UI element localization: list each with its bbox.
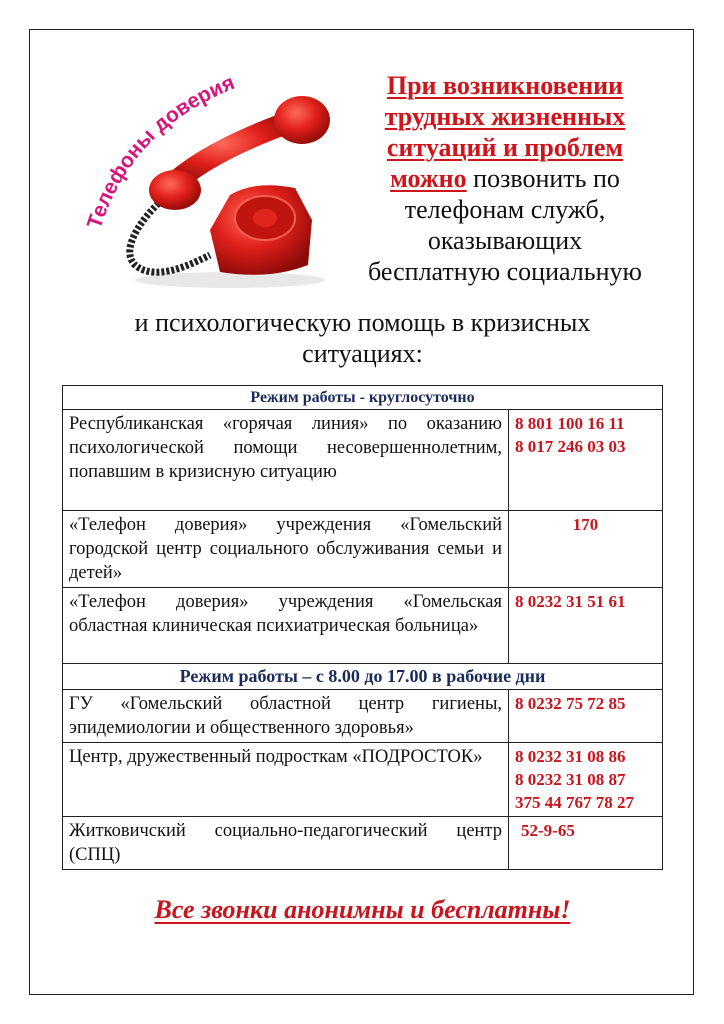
phone-cord: [130, 200, 210, 272]
phone-number[interactable]: 8 017 246 03 03: [515, 437, 626, 456]
table-row: [63, 511, 663, 588]
phone-number[interactable]: 8 0232 75 72 85: [515, 694, 626, 713]
intro-line: телефонам служб,: [404, 195, 606, 224]
section-title: Режим работы – с 8.00 до 17.00 в рабочие дни: [63, 664, 663, 690]
service-description: Центр, дружественный подросткам «ПОДРОСТОК»: [63, 743, 509, 817]
phone-number[interactable]: 8 0232 31 08 87: [515, 770, 626, 789]
table-row: [63, 410, 663, 511]
phone-numbers: [509, 511, 663, 588]
section-header-24h: [63, 386, 663, 410]
handset-earpiece: [274, 96, 330, 144]
service-description: Житковичский социально-педагогический центр (СПЦ): [63, 817, 509, 870]
intro-highlight-word: можно: [390, 164, 467, 193]
intro-line: и психологическую помощь в кризисных: [134, 308, 591, 337]
red-telephone-illustration: [80, 60, 340, 295]
intro-highlight-line: При возникновении: [386, 71, 624, 100]
phone-numbers: [509, 410, 663, 511]
arc-label: Телефоны доверия: [82, 71, 238, 232]
table-row: [63, 690, 663, 743]
section-title: Режим работы - круглосуточно: [63, 386, 663, 410]
phone-numbers: [509, 690, 663, 743]
phone-number[interactable]: 170: [572, 515, 599, 534]
hotline-table: [62, 385, 663, 870]
service-description: «Телефон доверия» учреждения «Гомельский городской центр социального обслуживания семьи и детей»: [63, 511, 509, 588]
handset-mouthpiece: [149, 170, 201, 210]
phone-number[interactable]: 8 0232 31 51 61: [515, 592, 626, 611]
phone-number[interactable]: 52-9-65: [521, 821, 575, 840]
phone-number[interactable]: 375 44 767 78 27: [515, 793, 634, 812]
table-row: [63, 743, 663, 817]
service-description: «Телефон доверия» учреждения «Гомельская областная клиническая психиатрическая больница»: [63, 588, 509, 664]
table-row: [63, 588, 663, 664]
table-row: [63, 817, 663, 870]
intro-highlight-line: ситуаций и проблем: [386, 133, 624, 162]
intro-line: бесплатную социальную: [368, 257, 642, 286]
phone-numbers: [509, 817, 663, 870]
phone-numbers: [509, 743, 663, 817]
phone-numbers: [509, 588, 663, 664]
section-header-workdays: [63, 664, 663, 690]
intro-highlight-line: трудных жизненных: [384, 102, 626, 131]
intro-continuation: [62, 307, 663, 369]
service-description: Республиканская «горячая линия» по оказанию психологической помощи несовершеннолетним, попавшим в кризисную ситуацию: [63, 410, 509, 511]
dial-center: [253, 209, 277, 227]
phone-number[interactable]: 8 801 100 16 11: [515, 414, 625, 433]
phone-number[interactable]: 8 0232 31 08 86: [515, 747, 626, 766]
service-description: ГУ «Гомельский областной центр гигиены, эпидемиологии и общественного здоровья»: [63, 690, 509, 743]
intro-text-segment: позвонить по: [466, 164, 620, 193]
anonymous-free-calls-note: Все звонки анонимны и бесплатны!: [154, 895, 571, 924]
intro-line: оказывающих: [427, 226, 583, 255]
intro-text: [340, 70, 670, 287]
intro-line: ситуациях:: [302, 339, 423, 368]
